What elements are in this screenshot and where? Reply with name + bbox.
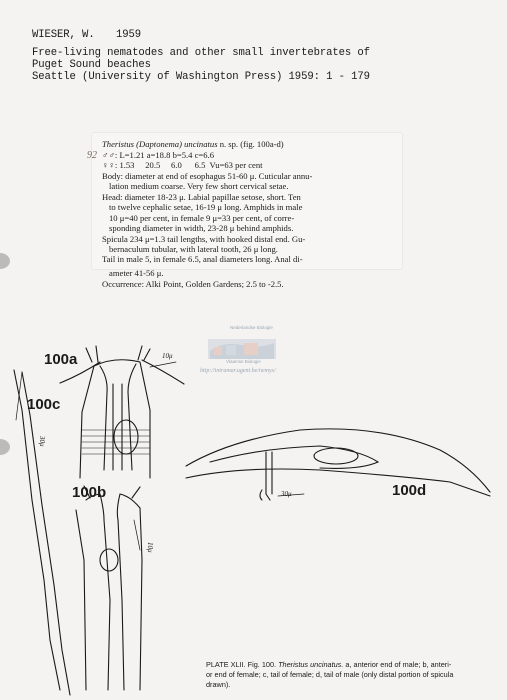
watermark-top-text: Nederlandse Biologie: [230, 325, 273, 330]
figure-100b-drawing: [76, 486, 142, 690]
watermark-bottom-text: Vlaamse Biologie: [226, 359, 261, 364]
caption-rest: a, anterior end of male; b, anteri-: [343, 660, 452, 669]
reference-author: WIESER, W.: [32, 29, 95, 41]
description-line: Body: diameter at end of esophagus 51-60 μ. Cuticular annu-: [102, 171, 313, 181]
figure-100a-drawing: [60, 346, 184, 478]
description-line: Spicula 234 μ=1.3 tail lengths, with hooked distal end. Gu-: [102, 234, 306, 244]
male-values: L=1.21 a=18.8 b=5.4 c=6.6: [119, 150, 215, 160]
description-line: bernaculum tubular, with lateral tooth, 26 μ long.: [109, 244, 278, 254]
caption-species: Theristus uncinatus.: [278, 660, 344, 669]
male-label: ♂♂:: [102, 150, 118, 160]
figure-label-100c: 100c: [27, 396, 61, 413]
description-line: ameter 41-56 μ.: [109, 268, 164, 278]
watermark-url: http://intramar.ugent.be/nemys/: [200, 368, 276, 374]
figure-100d-drawing: [186, 429, 490, 500]
description-line: Occurrence: Alki Point, Golden Gardens; 2.5 to -2.5.: [102, 279, 284, 289]
reference-title-line-2: Puget Sound beaches: [32, 59, 151, 71]
female-label: ♀♀:: [102, 160, 118, 170]
figure-100c-drawing: [14, 370, 70, 695]
figure-label-100a: 100a: [44, 351, 78, 368]
plate-caption-line-1: [206, 660, 451, 670]
female-values: 1.53 20.5 6.0 6.5 Vu=63 per cent: [119, 160, 263, 170]
plate-caption-line-2: or end of female; c, tail of female; d, tail of male (only distal portion of spicula: [206, 670, 454, 679]
reference-year: 1959: [116, 29, 142, 41]
description-line: lation medium coarse. Very few short cervical setae.: [109, 181, 289, 191]
description-line: Head: diameter 18-23 μ. Labial papillae setose, short. Ten: [102, 192, 301, 202]
figure-label-100b: 100b: [72, 484, 107, 501]
description-line: Tail in male 5, in female 6.5, anal diameters long. Anal di-: [102, 254, 303, 264]
handwritten-margin-number: 92: [87, 150, 97, 161]
scale-label-a: 10μ: [162, 352, 173, 360]
description-line: to twelve cephalic setae, 16-19 μ long. Amphids in male: [109, 202, 303, 212]
caption-lead: PLATE XLII. Fig. 100.: [206, 660, 277, 669]
species-name: Theristus (Daptonema) uncinatus: [102, 139, 218, 149]
figure-label-100d: 100d: [392, 482, 427, 499]
description-line: 10 μ=40 per cent, in female 9 μ=33 per cent, of corre-: [109, 213, 295, 223]
plate-caption-line-3: drawn).: [206, 680, 231, 689]
scale-label-d: 30μ: [281, 490, 292, 498]
scale-label-c: 30μ: [38, 436, 46, 447]
scale-label-b: 10μ: [146, 542, 154, 553]
description-line: sponding diameter in width, 23-28 μ behind amphids.: [109, 223, 294, 233]
species-suffix: n. sp. (fig. 100a-d): [217, 139, 284, 149]
reference-publisher-line: Seattle (University of Washington Press) 1959: 1 - 179: [32, 71, 370, 83]
reference-title-line-1: Free-living nematodes and other small invertebrates of: [32, 47, 370, 59]
